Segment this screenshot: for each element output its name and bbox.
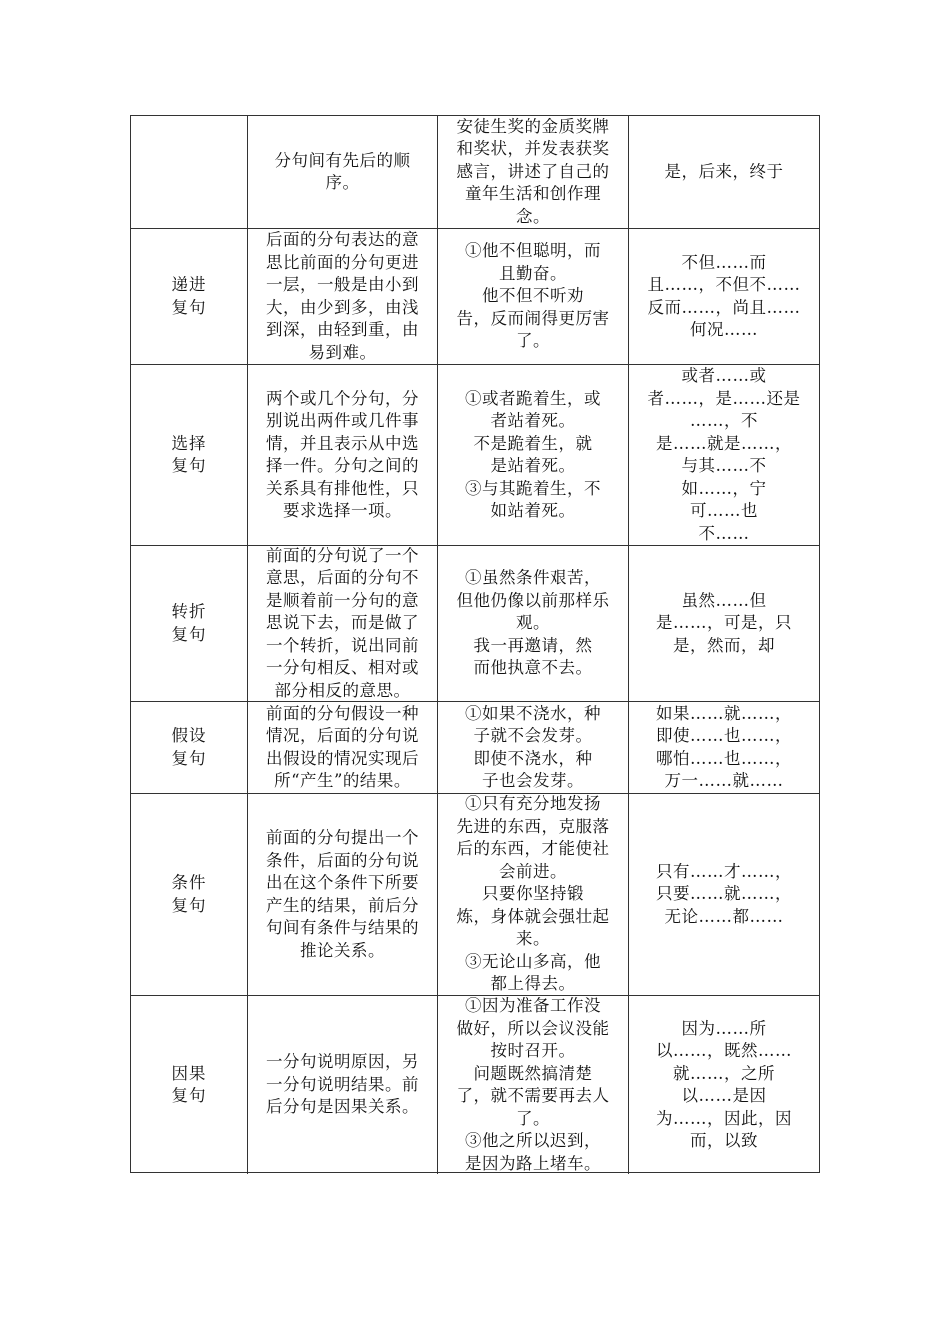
- cell-text-line: 与其……不: [681, 456, 767, 475]
- cell-text-line: 可……也: [690, 501, 758, 520]
- cell-text-line: 情况，后面的分句说: [266, 726, 419, 745]
- cell-text-line: 子就不会发芽。: [473, 726, 593, 745]
- cell-text-line: 者……，是……还是: [647, 388, 801, 408]
- cell-text-line: 易到难。: [308, 342, 377, 362]
- definition-cell: [247, 794, 437, 995]
- cell-text-line: 按时召开。: [490, 1041, 576, 1060]
- cell-text-line: 即使……也……，: [656, 726, 792, 745]
- cell-text-line: ③他之所以迟到，: [465, 1131, 601, 1150]
- cell-text-line: 择一件。分句之间的: [266, 456, 419, 475]
- cell-text-line: 如果……就……，: [656, 703, 792, 723]
- cell-text-line: 但他仍像以前那样乐: [456, 590, 610, 610]
- cell-text-line: 分句间有先后的顺: [274, 150, 411, 170]
- cell-text-line: 炼，身体就会强壮起: [456, 906, 610, 926]
- table-row: [131, 793, 819, 995]
- cell-text-line: 前面的分句说了一个: [266, 545, 419, 565]
- cell-text-line: 关系具有排他性，只: [266, 478, 419, 498]
- cell-text-line: 先进的东西，克服落: [456, 816, 610, 836]
- table-row: [131, 116, 819, 228]
- cell-text-line: 思比前面的分句更进: [266, 252, 419, 272]
- definition-cell: [247, 365, 437, 545]
- cell-text-line: 选择: [171, 433, 207, 453]
- cell-text-line: 序。: [325, 173, 360, 192]
- cell-text-line: 部分相反的意思。: [274, 680, 411, 700]
- cell-text-line: ①如果不浇水，种: [465, 703, 601, 723]
- table-row: [131, 364, 819, 545]
- cell-text-line: 和奖状，并发表获奖: [456, 139, 610, 159]
- cell-text-line: ①虽然条件艰苦，: [465, 568, 601, 588]
- cell-text-line: 了，就不需要再去人: [456, 1086, 610, 1105]
- definition-cell: [247, 996, 437, 1174]
- cell-text-line: 要求选择一项。: [283, 501, 402, 520]
- cell-text-line: 只要你坚持锻: [482, 884, 584, 904]
- cell-text-line: 一个转折，说出同前: [266, 635, 419, 655]
- cell-text-line: 一层，一般是由小到: [266, 275, 419, 294]
- category-cell: [131, 996, 247, 1174]
- definition-cell: [247, 546, 437, 701]
- cell-text-line: 是……就是……，: [656, 433, 792, 453]
- cell-text-line: 不是跪着生，就: [473, 433, 593, 453]
- cell-text-line: 是因为路上堵车。: [465, 1153, 601, 1173]
- cell-text-line: 无论……都……: [664, 906, 784, 926]
- cell-text-line: 而，以致: [690, 1131, 758, 1150]
- cell-text-line: 何况……: [690, 320, 758, 339]
- cell-text-line: 假设: [171, 726, 207, 745]
- cell-text-line: 感言，讲述了自己的: [456, 161, 610, 181]
- cell-text-line: 两个或几个分句，分: [266, 388, 419, 408]
- cell-text-line: 虽然……但: [681, 590, 767, 610]
- category-cell: [131, 229, 247, 364]
- cell-text-line: 出假设的情况实现后: [266, 748, 419, 768]
- cell-text-line: 复句: [171, 624, 207, 644]
- cell-text-line: ①因为准备工作没: [465, 996, 601, 1015]
- cell-text-line: 意思，后面的分句不: [266, 568, 419, 588]
- cell-text-line: 是，然而，却: [673, 635, 775, 655]
- cell-text-line: 复句: [171, 1086, 207, 1105]
- cell-text-line: ①或者跪着生，或: [465, 388, 601, 408]
- category-cell: [131, 702, 247, 793]
- cell-text-line: 子也会发芽。: [482, 771, 584, 790]
- cell-text-line: 条件: [171, 873, 207, 892]
- definition-cell: [247, 116, 437, 228]
- cell-text-line: ③与其跪着生，不: [465, 478, 601, 498]
- cell-text-line: 问题既然搞清楚: [473, 1063, 593, 1083]
- connective-cell: [628, 116, 819, 228]
- cell-text-line: 告，反而闹得更厉害: [456, 308, 610, 328]
- cell-text-line: 如站着死。: [490, 501, 576, 520]
- cell-text-line: 出在这个条件下所要: [266, 873, 419, 892]
- connective-cell: [628, 794, 819, 995]
- cell-text-line: 他不但不听劝: [482, 286, 584, 306]
- cell-text-line: 不……: [698, 523, 750, 543]
- cell-text-line: 即使不浇水，种: [473, 748, 593, 768]
- cell-text-line: 是，后来，终于: [664, 161, 784, 181]
- cell-text-line: 情，并且表示从中选: [266, 433, 419, 453]
- table-row: [131, 545, 819, 701]
- cell-text-line: 念。: [516, 206, 550, 226]
- cell-text-line: 到深，由轻到重，由: [266, 320, 419, 339]
- cell-text-line: 复句: [171, 456, 207, 475]
- cell-text-line: 了。: [516, 331, 550, 351]
- table-row: [131, 701, 819, 793]
- cell-text-line: 安徒生奖的金质奖牌: [456, 116, 610, 136]
- cell-text-line: 前面的分句假设一种: [266, 703, 419, 723]
- example-cell: [437, 229, 628, 364]
- cell-text-line: 如……，宁: [681, 478, 767, 498]
- cell-text-line: 复句: [171, 895, 207, 915]
- cell-text-line: 是站着死。: [490, 456, 576, 475]
- cell-text-line: 为……，因此，因: [656, 1108, 792, 1128]
- cell-text-line: 以……是因: [681, 1086, 767, 1105]
- cell-text-line: 复句: [171, 748, 207, 768]
- category-cell: [131, 546, 247, 701]
- connective-cell: [628, 702, 819, 793]
- cell-text-line: 后分句是因果关系。: [266, 1097, 419, 1117]
- cell-text-line: 且勤奋。: [499, 263, 567, 283]
- cell-text-line: 大，由少到多，由浅: [266, 297, 419, 317]
- cell-text-line: 别说出两件或几件事: [266, 411, 419, 430]
- connective-cell: [628, 996, 819, 1174]
- cell-text-line: 复句: [171, 297, 207, 317]
- cell-text-line: 前面的分句提出一个: [266, 828, 419, 847]
- example-cell: [437, 116, 628, 228]
- cell-text-line: 条件，后面的分句说: [266, 850, 419, 870]
- example-cell: [437, 365, 628, 545]
- cell-text-line: 都上得去。: [490, 974, 576, 994]
- cell-text-line: 来。: [516, 929, 550, 949]
- cell-text-line: ①只有充分地发扬: [465, 794, 601, 814]
- cell-text-line: 做好，所以会议没能: [456, 1018, 610, 1038]
- cell-text-line: 会前进。: [499, 861, 567, 881]
- cell-text-line: ……，不: [690, 411, 758, 430]
- definition-cell: [247, 702, 437, 793]
- category-cell: [131, 794, 247, 995]
- table-row: [131, 228, 819, 364]
- cell-text-line: 了。: [516, 1108, 550, 1128]
- connective-cell: [628, 546, 819, 701]
- cell-text-line: 万一……就……: [664, 771, 784, 790]
- cell-text-line: ①他不但聪明，而: [465, 241, 601, 261]
- complex-sentence-table: [130, 115, 820, 1173]
- cell-text-line: 一分句说明结果。前: [266, 1074, 419, 1094]
- example-cell: [437, 546, 628, 701]
- cell-text-line: 观。: [516, 613, 550, 633]
- cell-text-line: 只要……就……，: [656, 884, 792, 904]
- cell-text-line: 者站着死。: [490, 411, 576, 430]
- category-cell: [131, 365, 247, 545]
- example-cell: [437, 702, 628, 793]
- cell-text-line: 后面的分句表达的意: [266, 230, 419, 249]
- cell-text-line: 递进: [171, 275, 207, 294]
- cell-text-line: 一分句说明原因，另: [266, 1052, 419, 1072]
- cell-text-line: 或者……或: [681, 366, 767, 385]
- cell-text-line: 以……，既然……: [656, 1041, 792, 1060]
- cell-text-line: 童年生活和创作理: [465, 184, 601, 204]
- cell-text-line: 所“产生”的结果。: [274, 771, 411, 790]
- cell-text-line: 一分句相反、相对或: [266, 658, 419, 678]
- example-cell: [437, 794, 628, 995]
- cell-text-line: 且……，不但不……: [647, 275, 801, 294]
- cell-text-line: 反而……，尚且……: [647, 297, 801, 317]
- cell-text-line: 转折: [171, 602, 207, 621]
- cell-text-line: 推论关系。: [300, 940, 385, 960]
- connective-cell: [628, 365, 819, 545]
- cell-text-line: 句间有条件与结果的: [266, 918, 419, 937]
- cell-text-line: 就……，之所: [673, 1063, 775, 1083]
- category-cell: [131, 116, 247, 228]
- cell-text-line: 而他执意不去。: [473, 658, 593, 678]
- definition-cell: [247, 229, 437, 364]
- table-row: [131, 995, 819, 1174]
- cell-text-line: 因为……所: [681, 1018, 767, 1038]
- cell-text-line: 只有……才……，: [656, 861, 792, 881]
- example-cell: [437, 996, 628, 1174]
- cell-text-line: 不但……而: [681, 252, 767, 272]
- cell-text-line: ③无论山多高，他: [465, 951, 601, 971]
- connective-cell: [628, 229, 819, 364]
- cell-text-line: 后的东西，才能使社: [456, 839, 610, 859]
- cell-text-line: 是顺着前一分句的意: [266, 590, 419, 610]
- cell-text-line: 因果: [171, 1063, 207, 1083]
- cell-text-line: 我一再邀请，然: [473, 635, 593, 655]
- cell-text-line: 是……，可是，只: [656, 613, 792, 633]
- cell-text-line: 产生的结果，前后分: [266, 895, 419, 915]
- cell-text-line: 哪怕……也……，: [656, 748, 792, 768]
- cell-text-line: 思说下去，而是做了: [266, 613, 419, 633]
